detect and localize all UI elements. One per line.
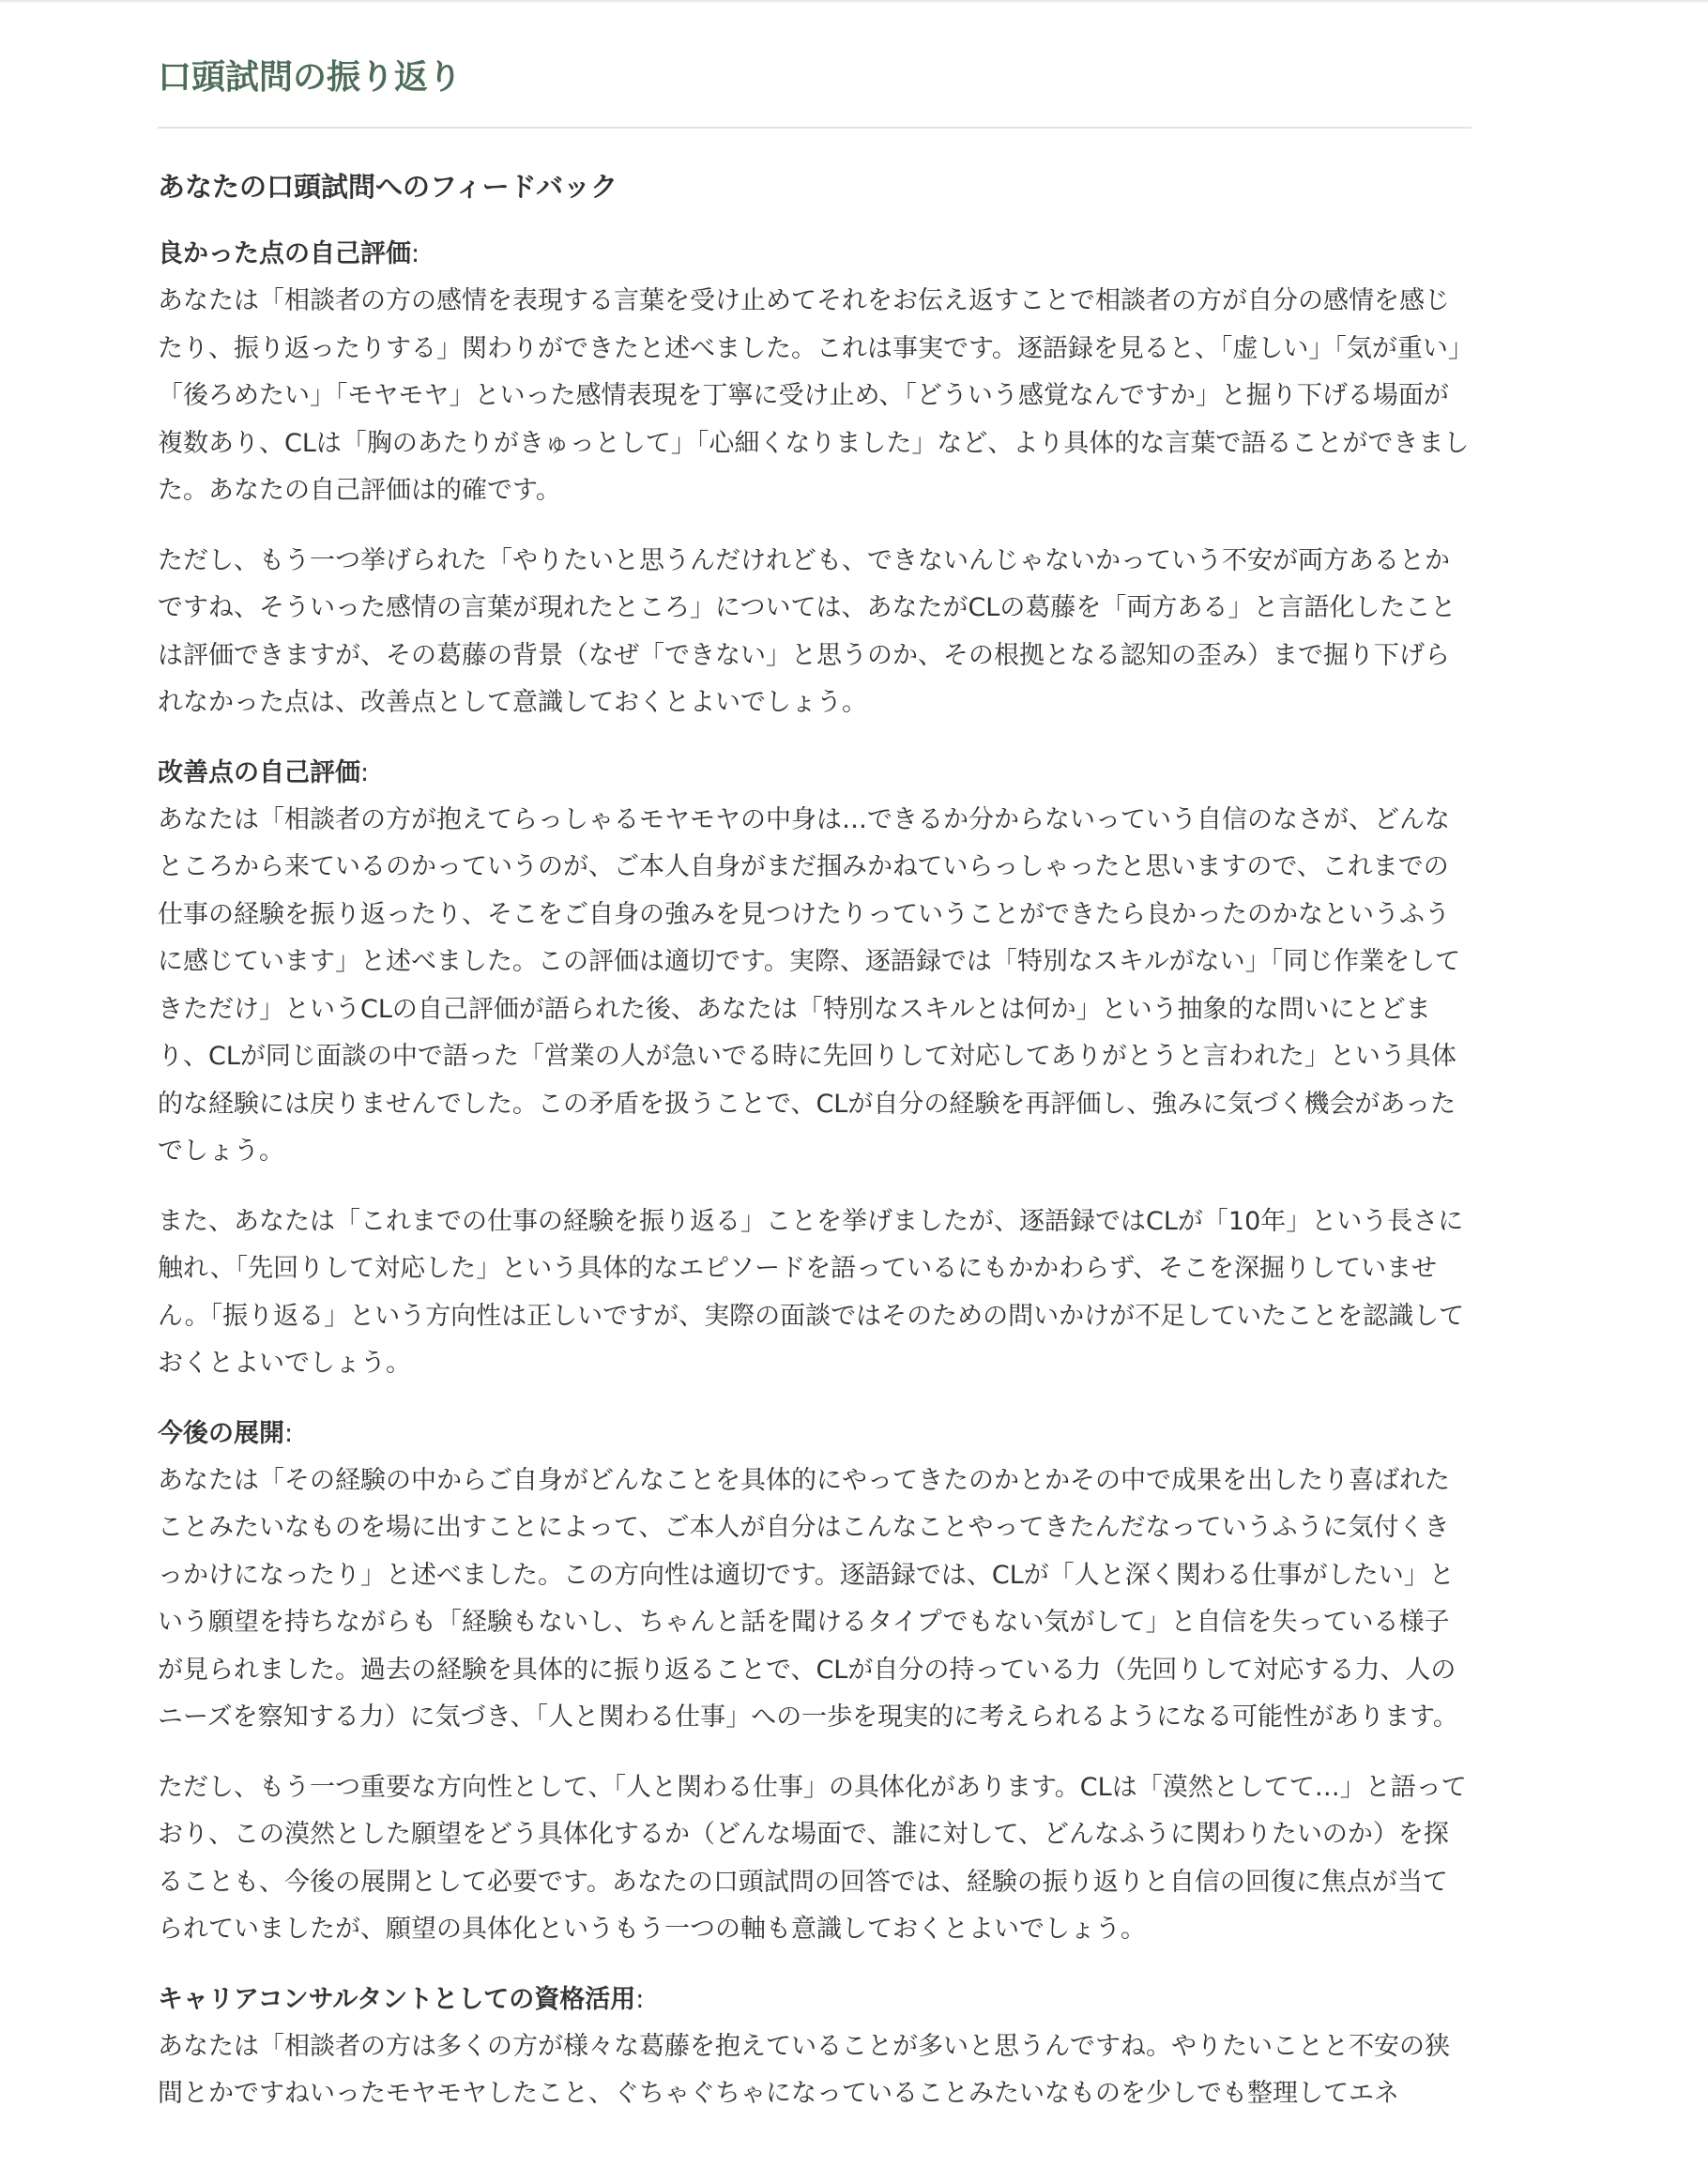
- section-heading: 改善点の自己評価:: [158, 757, 370, 787]
- paragraph: あなたは「相談者の方が抱えてらっしゃるモヤモヤの中身は…できるか分からないっていう自信のなさが、どんなところから来ているのかっていうのが、ご本人自身がまだ掴みかねていらっしゃったと思いますので、これまでの仕事の経験を振り返ったり、そこをご自身の強みを見つけたりっていうことができたら良かったのかなというふうに感じています」と述べました。この評価は適切です。実際、逐語録では「特別なスキルがない」「同じ作業をしてきただけ」というCLの自己評価が語られた後、あなたは「特別なスキルとは何か」という抽象的な問いにとどまり、CLが同じ面談の中で語った「営業の人が急いでる時に先回りして対応してありがとうと言われた」という具体的な経験には戻りませんでした。この矛盾を扱うことで、CLが自分の経験を再評価し、強みに気づく機会があったでしょう。: [158, 804, 1461, 1167]
- section-heading: キャリアコンサルタントとしての資格活用:: [158, 1984, 645, 2014]
- feedback-subtitle: あなたの口頭試問へのフィードバック: [158, 170, 618, 203]
- section-heading: 良かった点の自己評価:: [158, 239, 420, 269]
- section-good-points: [158, 231, 1472, 727]
- paragraph: あなたは「相談者の方の感情を表現する言葉を受け止めてそれをお伝え返すことで相談者の方が自分の感情を感じたり、振り返ったりする」関わりができたと述べました。これは事実です。逐語録を見ると、「虚しい」「気が重い」「後ろめたい」「モヤモヤ」といった感情表現を丁寧に受け止め、「どういう感覚なんですか」と掘り下げる場面が複数あり、CLは「胸のあたりがきゅっとして」「心細くなりました」など、より具体的な言葉で語ることができました。あなたの自己評価は的確です。: [158, 286, 1470, 506]
- paragraph: ただし、もう一つ重要な方向性として、「人と関わる仕事」の具体化があります。CLは「漠然としてて…」と語っており、この漠然とした願望をどう具体化するか（どんな場面で、誰に対して、どんなふうに関わりたいのか）を探ることも、今後の展開として必要です。あなたの口頭試問の回答では、経験の振り返りと自信の回復に焦点が当てられていましたが、願望の具体化というもう一つの軸も意識しておくとよいでしょう。: [158, 1772, 1467, 1945]
- section-future-development: [158, 1411, 1472, 1954]
- top-edge-shadow: [0, 0, 1708, 4]
- feedback-document: [158, 56, 1472, 2141]
- section-qualification-use: [158, 1977, 1472, 2118]
- page-title: 口頭試問の振り返り: [158, 56, 1472, 129]
- section-improvements: [158, 750, 1472, 1388]
- paragraph: あなたは「その経験の中からご自身がどんなことを具体的にやってきたのかとかその中で成果を出したり喜ばれたことみたいなものを場に出すことによって、ご本人が自分はこんなことやってきたんだなっていうふうに気付くきっかけになったり」と述べました。この方向性は適切です。逐語録では、CLが「人と深く関わる仕事がしたい」という願望を持ちながらも「経験もないし、ちゃんと話を聞けるタイプでもない気がして」と自信を失っている様子が見られました。過去の経験を具体的に振り返ることで、CLが自分の持っている力（先回りして対応する力、人のニーズを察知する力）に気づき、「人と関わる仕事」への一歩を現実的に考えられるようになる可能性があります。: [158, 1465, 1458, 1733]
- paragraph: あなたは「相談者の方は多くの方が様々な葛藤を抱えていることが多いと思うんですね。やりたいことと不安の狭間とかですねいったモヤモヤしたこと、ぐちゃぐちゃになっていることみたいなものを少しでも整理してエネ: [158, 2031, 1450, 2109]
- paragraph: ただし、もう一つ挙げられた「やりたいと思うんだけれども、できないんじゃないかっていう不安が両方あるとかですね、そういった感情の言葉が現れたところ」については、あなたがCLの葛藤を「両方ある」と言語化したことは評価できますが、その葛藤の背景（なぜ「できない」と思うのか、その根拠となる認知の歪み）まで掘り下げられなかった点は、改善点として意識しておくとよいでしょう。: [158, 545, 1456, 718]
- section-heading: 今後の展開:: [158, 1418, 294, 1448]
- paragraph: また、あなたは「これまでの仕事の経験を振り返る」ことを挙げましたが、逐語録ではCLが「10年」という長さに触れ、「先回りして対応した」という具体的なエピソードを語っているにもかかわらず、そこを深掘りしていません。「振り返る」という方向性は正しいですが、実際の面談ではそのための問いかけが不足していたことを認識しておくとよいでしょう。: [158, 1206, 1465, 1379]
